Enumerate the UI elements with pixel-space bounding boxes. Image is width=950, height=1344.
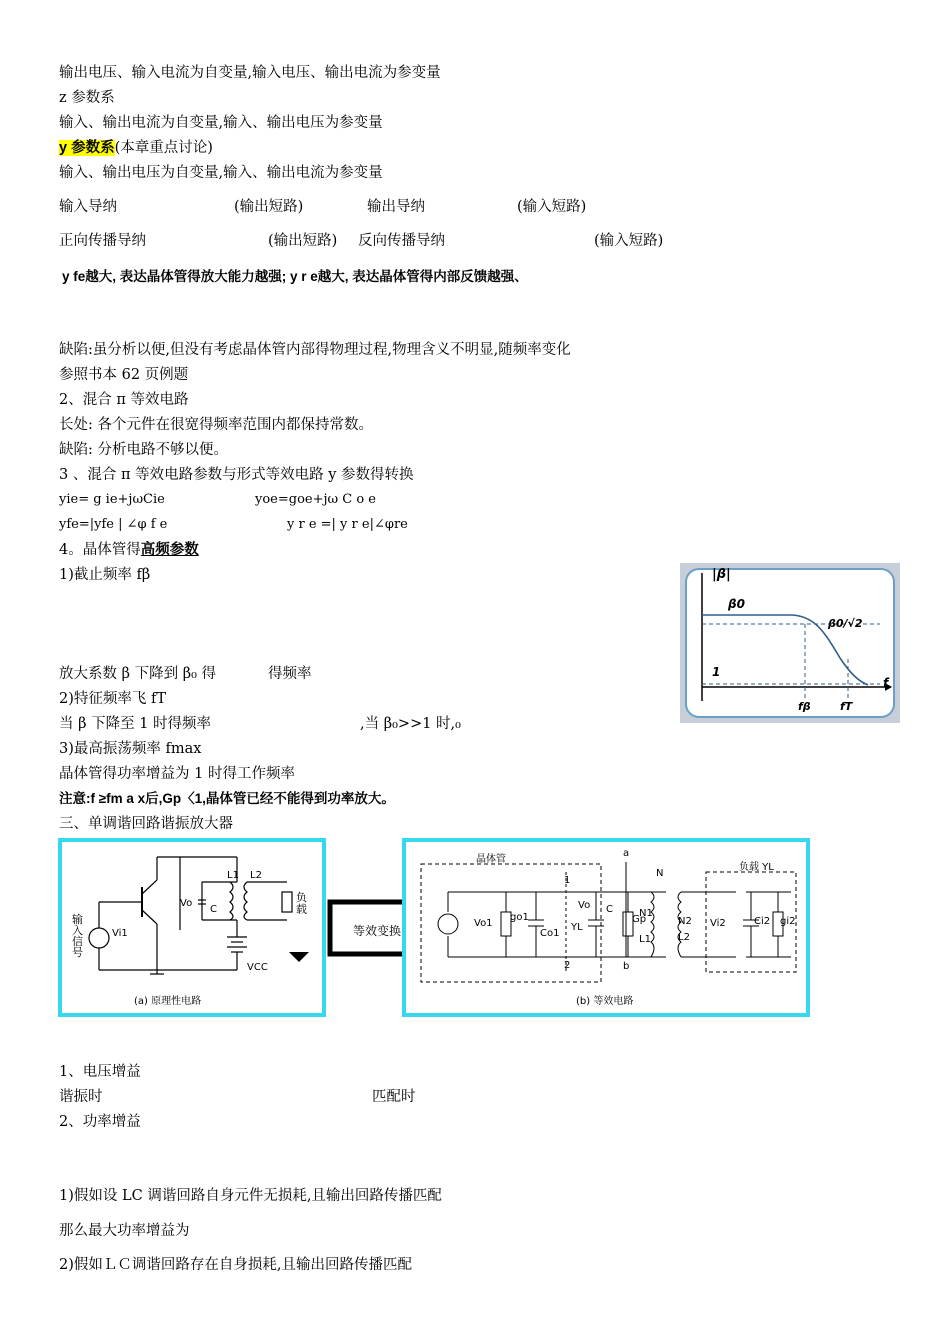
co1-label: Co1 [540, 928, 560, 939]
underlined-term: 高频参数 [140, 542, 199, 558]
text-span: (输出短路) [234, 199, 304, 215]
vo-b-label: Vo [578, 900, 591, 911]
formula: yfe=|yfe | ∠φ f e [59, 517, 168, 532]
text-span: (输出短路) [268, 233, 338, 249]
coil-n1 [651, 892, 654, 957]
text-line: 输入、输出电流为自变量,输入、输出电压为参变量 [59, 115, 383, 131]
text-span: (输入短路) [517, 199, 587, 215]
text-line: 输入、输出电压为自变量,输入、输出电流为参变量 [59, 165, 383, 181]
text-line: 1)假如设 LC 调谐回路自身元件无损耗,且输出回路传播匹配 [59, 1188, 442, 1204]
formula: yie= g ie+jωCie [59, 492, 165, 507]
text-line: 正向传播导纳 [59, 233, 146, 249]
text-span: 得频率 [268, 666, 312, 682]
text-line: 三、单调谐回路谐振放大器 [59, 816, 233, 832]
beta0-label: β0 [728, 597, 745, 611]
l2-label: L2 [250, 870, 262, 881]
text-line: 缺陷: 分析电路不够以便。 [59, 442, 228, 458]
vi1-label: Vi1 [112, 928, 128, 939]
text-line [59, 139, 213, 157]
beta-chart-svg [680, 563, 900, 723]
go1-label: go1 [510, 912, 529, 923]
n2-label: N2 [678, 916, 692, 927]
beta0-sqrt2-label: β0/√2 [828, 617, 863, 630]
text-span: 4。晶体管得 [59, 542, 141, 558]
circuit-a-svg [62, 842, 322, 1013]
text-line: 输入导纳 [59, 199, 117, 215]
node-a-label: a [623, 848, 630, 859]
text-line: 1)截止频率 fβ [59, 567, 151, 583]
text-line: 2、功率增益 [59, 1114, 141, 1130]
gp-label: Gp [632, 914, 647, 925]
node-b-label: b [623, 961, 630, 972]
text-line: 2)特征频率飞 fT [59, 691, 167, 707]
text-line: 缺陷:虽分析以便,但没有考虑晶体管内部得物理过程,物理含义不明显,随频率变化 [59, 342, 571, 358]
f-t-label: fT [840, 700, 853, 713]
input-signal-label: 输入信号 [72, 913, 83, 959]
text-span: (输入短路) [594, 233, 664, 249]
text-line: 晶体管得功率增益为 1 时得工作频率 [59, 766, 295, 782]
f-beta-label: fβ [798, 700, 811, 713]
yl-label: YL [571, 922, 583, 933]
text-line [59, 541, 199, 559]
coil-l1 [230, 882, 233, 920]
caption-b: (b) 等效电路 [576, 996, 634, 1007]
l1-label: L1 [227, 870, 239, 881]
vo1-label: Vo1 [474, 918, 493, 929]
text-line: 2、混合 π 等效电路 [59, 392, 189, 408]
beta-chart-figure [680, 563, 900, 723]
circuit-a-frame [58, 838, 326, 1017]
coil-l2 [244, 882, 247, 920]
text-span: (本章重点讨论) [114, 140, 213, 156]
text-line: 输出电压、输入电流为自变量,输入电压、输出电流为参变量 [59, 65, 441, 81]
text-line: 当 β 下降至 1 时得频率 [59, 716, 212, 732]
transform-label: 等效变换 [353, 924, 402, 938]
text-span: 匹配时 [372, 1089, 416, 1105]
y-axis-label: |β| [712, 567, 731, 582]
text-line: 3)最高振荡频率 fmax [59, 741, 202, 757]
text-line: 参照书本 62 页例题 [59, 367, 189, 383]
highlighted-term: y 参数系 [59, 140, 115, 156]
vcc-label: VCC [247, 962, 268, 973]
text-line: 1、电压增益 [59, 1064, 141, 1080]
load-y-label: 负载 YL [739, 862, 774, 873]
c-b-label: C [606, 904, 613, 915]
formula: yoe=goe+jω C o e [255, 492, 376, 507]
formula: y r e =| y r e|∠φre [287, 517, 408, 532]
text-line: 放大系数 β 下降到 β₀ 得 [59, 666, 217, 682]
node-1-label: 1 [564, 875, 571, 886]
text-line: 长处: 各个元件在很宽得频率范围内都保持常数。 [59, 417, 373, 433]
gi2-label: gi2 [780, 916, 796, 927]
text-line: 3 、混合 π 等效电路参数与形式等效电路 y 参数得转换 [59, 467, 414, 483]
text-line: y fe越大, 表达晶体管得放大能力越强; y r e越大, 表达晶体管得内部反馈越强、 [62, 269, 528, 284]
vi2-label: Vi2 [710, 918, 726, 929]
one-label: 1 [712, 665, 721, 679]
caption-a: (a) 原理性电路 [134, 996, 202, 1007]
node-n-label: N [656, 868, 664, 879]
text-span: 输出导纳 [367, 199, 425, 215]
n1-label: N1 [639, 908, 653, 919]
load-label: 负载 [296, 891, 307, 916]
source-symbol [89, 928, 109, 948]
circuit-b-frame [402, 838, 810, 1017]
l2-b-label: L2 [678, 932, 690, 943]
text-span: 反向传播导纳 [358, 233, 445, 249]
l1-b-label: L1 [639, 934, 651, 945]
c-label: C [210, 904, 217, 915]
text-line: 注意:f ≥fm a x后,Gp〈1,晶体管已经不能得到功率放大。 [59, 791, 395, 806]
text-line: 谐振时 [59, 1089, 103, 1105]
text-line: 那么最大功率增益为 [59, 1223, 190, 1239]
node-2-label: 2 [564, 960, 571, 971]
x-axis-label: f [883, 676, 889, 690]
vo-label: Vo [180, 898, 193, 909]
ci2-label: Ci2 [754, 916, 771, 927]
text-line: z 参数系 [59, 90, 115, 106]
transistor-label: 晶体管 [476, 854, 506, 865]
text-span: ,当 β₀>>1 时,₀ [360, 716, 461, 732]
text-line: 2)假如ＬＣ调谐回路存在自身损耗,且输出回路传播匹配 [59, 1257, 412, 1273]
